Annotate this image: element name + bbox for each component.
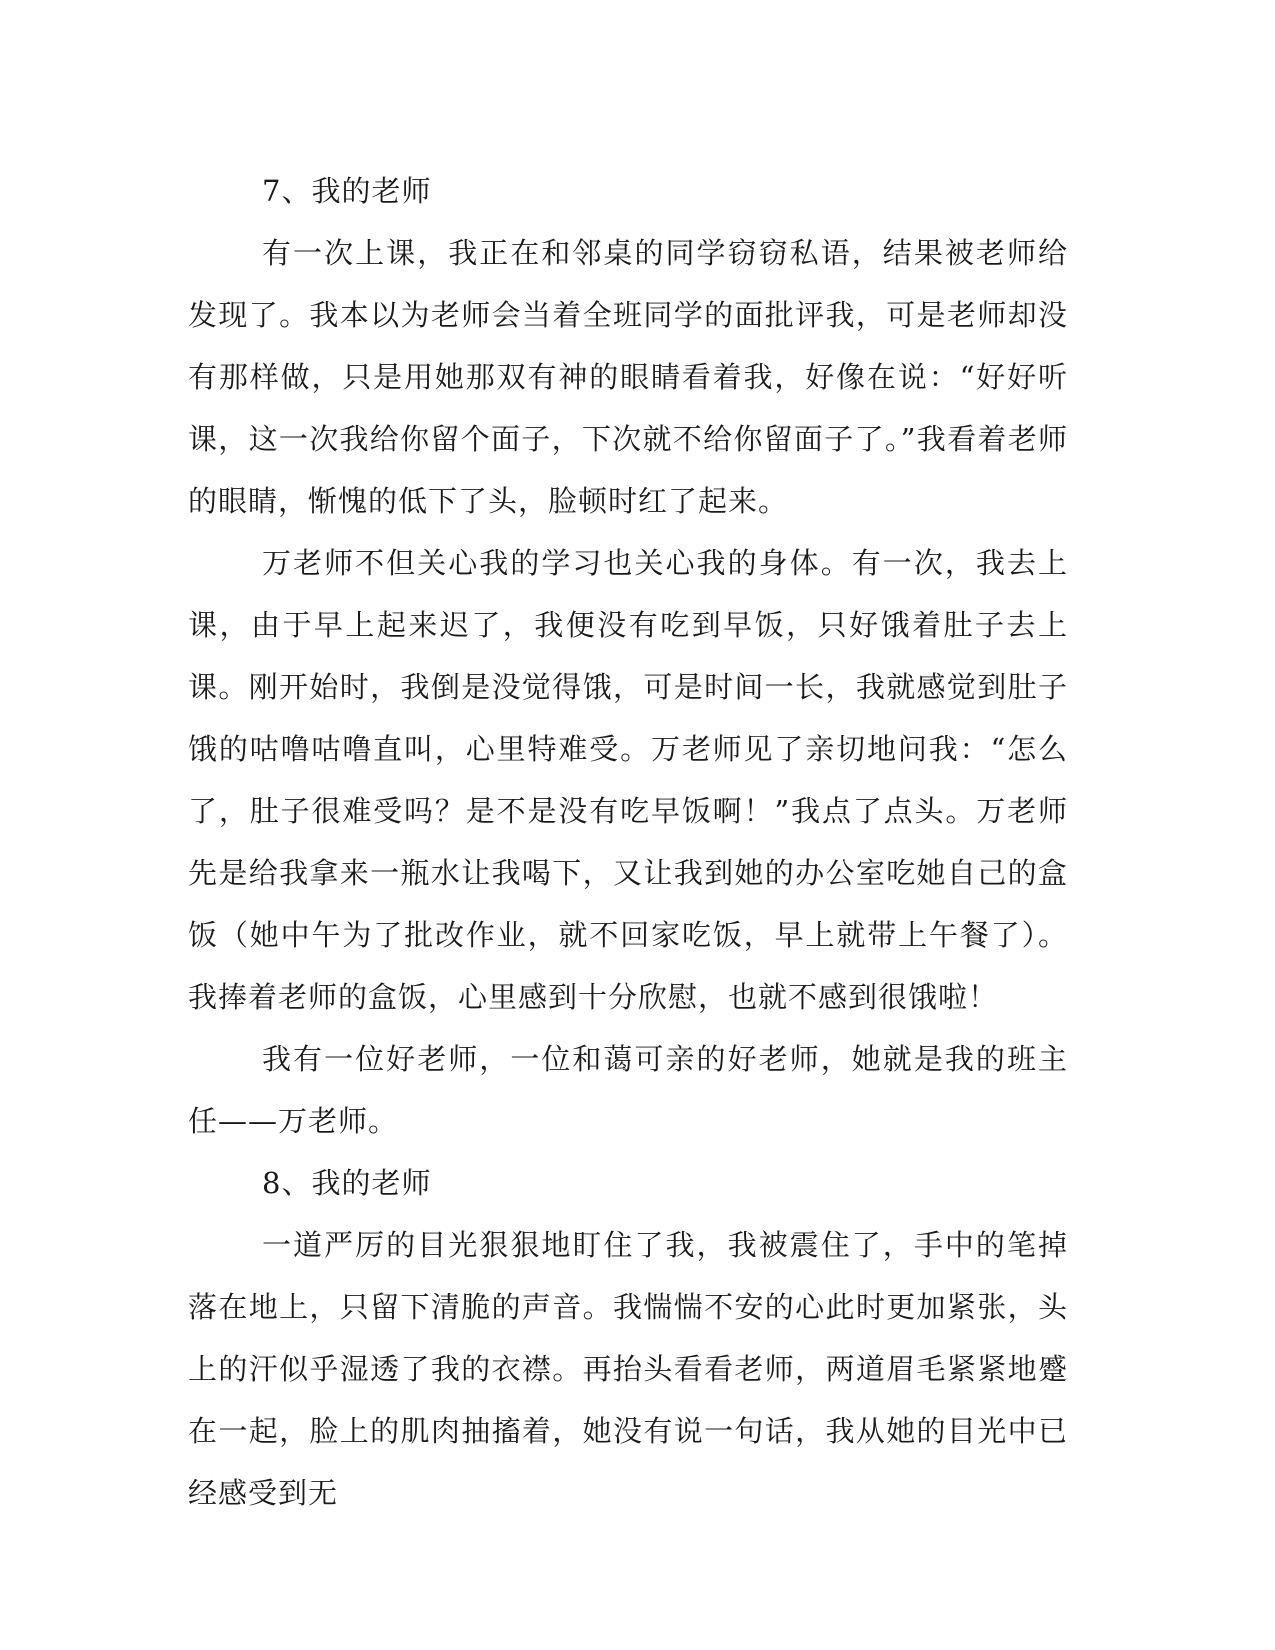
section-heading-8: 8、我的老师	[262, 1166, 432, 1200]
paragraph: 一道严厉的目光狠狠地盯住了我，我被震住了，手中的笔掉落在地上，只留下清脆的声音。我惴惴不安的心此时更加紧张，头上的汗似乎湿透了我的衣襟。再抬头看看老师，两道眉毛紧紧地蹙在一起，脸上的肌肉抽搐着，她没有说一句话，我从她的目光中已经感受到无	[188, 1228, 1068, 1510]
paragraph: 万老师不但关心我的学习也关心我的身体。有一次，我去上课，由于早上起来迟了，我便没有吃到早饭，只好饿着肚子去上课。刚开始时，我倒是没觉得饿，可是时间一长，我就感觉到肚子饿的咕噜咕噜直叫，心里特难受。万老师见了亲切地问我：“怎么了，肚子很难受吗？是不是没有吃早饭啊！”我点了点头。万老师先是给我拿来一瓶水让我喝下，又让我到她的办公室吃她自己的盒饭（她中午为了批改作业，就不回家吃饭，早上就带上午餐了）。我捧着老师的盒饭，心里感到十分欣慰，也就不感到很饿啦！	[188, 546, 1068, 1014]
paragraph: 我有一位好老师，一位和蔼可亲的好老师，她就是我的班主任——万老师。	[188, 1042, 1068, 1138]
paragraph: 有一次上课，我正在和邻桌的同学窃窃私语，结果被老师给发现了。我本以为老师会当着全班同学的面批评我，可是老师却没有那样做，只是用她那双有神的眼睛看着我，好像在说：“好好听课，这一次我给你留个面子，下次就不给你留面子了。”我看着老师的眼睛，惭愧的低下了头，脸顿时红了起来。	[188, 236, 1068, 518]
section-heading-7: 7、我的老师	[262, 174, 432, 208]
document-body	[188, 160, 1068, 1524]
